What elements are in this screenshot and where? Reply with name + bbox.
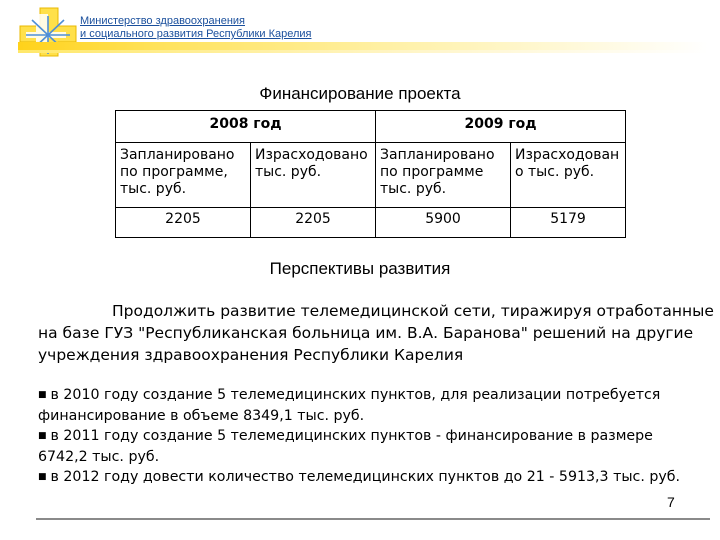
financing-title: Финансирование проекта bbox=[259, 84, 461, 103]
list-item: ■ в 2010 году создание 5 телемедицинских пунктов, для реализации потребуется bbox=[38, 387, 661, 403]
year-2009-header: 2009 год bbox=[376, 111, 626, 143]
header-spent-2009: Израсходован о тыс. руб. bbox=[511, 143, 626, 208]
list-item: ■ в 2012 году довести количество телемедицинских пунктов до 21 - 5913,3 тыс. руб. bbox=[38, 469, 681, 485]
list-item-continuation: финансирование в объеме 8349,1 тыс. руб. bbox=[38, 407, 365, 424]
footer-divider bbox=[36, 518, 710, 520]
list-item-continuation: 6742,2 тыс. руб. bbox=[38, 448, 160, 465]
financing-table bbox=[115, 110, 626, 238]
list-item: ■ в 2011 году создание 5 телемедицинских пунктов - финансирование в размере bbox=[38, 428, 653, 444]
prospects-bullet-list bbox=[38, 385, 714, 488]
ministry-line-1: Министерство здравоохранения bbox=[80, 15, 245, 27]
paragraph-line: Продолжить развитие телемедицинской сети, тиражируя отработанные bbox=[112, 302, 714, 320]
header-band-secondary bbox=[18, 50, 708, 53]
header-band bbox=[18, 42, 708, 50]
value-spent-2008: 2205 bbox=[251, 208, 376, 238]
square-bullet-icon: ■ bbox=[38, 390, 47, 400]
table-row bbox=[116, 111, 626, 143]
table-row bbox=[116, 143, 626, 208]
table-row bbox=[116, 208, 626, 238]
square-bullet-icon: ■ bbox=[38, 472, 47, 482]
paragraph-line: учреждения здравоохранения Республики Карелия bbox=[38, 346, 464, 364]
ministry-line-2: и социального развития Республики Карелия bbox=[80, 28, 312, 40]
square-bullet-icon: ■ bbox=[38, 431, 47, 441]
page-number: 7 bbox=[667, 494, 675, 510]
prospects-title: Перспективы развития bbox=[269, 259, 451, 278]
header-planned-2008: Запланировано по программе, тыс. руб. bbox=[116, 143, 251, 208]
paragraph-line: на базе ГУЗ "Республиканская больница им. В.А. Баранова" решений на другие bbox=[38, 324, 694, 342]
ministry-name-link[interactable] bbox=[80, 15, 311, 41]
header-planned-2009: Запланировано по программе тыс. руб. bbox=[376, 143, 511, 208]
prospects-paragraph bbox=[38, 300, 714, 366]
value-planned-2008: 2205 bbox=[116, 208, 251, 238]
header bbox=[0, 0, 720, 62]
header-spent-2008: Израсходовано тыс. руб. bbox=[251, 143, 376, 208]
value-planned-2009: 5900 bbox=[376, 208, 511, 238]
value-spent-2009: 5179 bbox=[511, 208, 626, 238]
year-2008-header: 2008 год bbox=[116, 111, 376, 143]
